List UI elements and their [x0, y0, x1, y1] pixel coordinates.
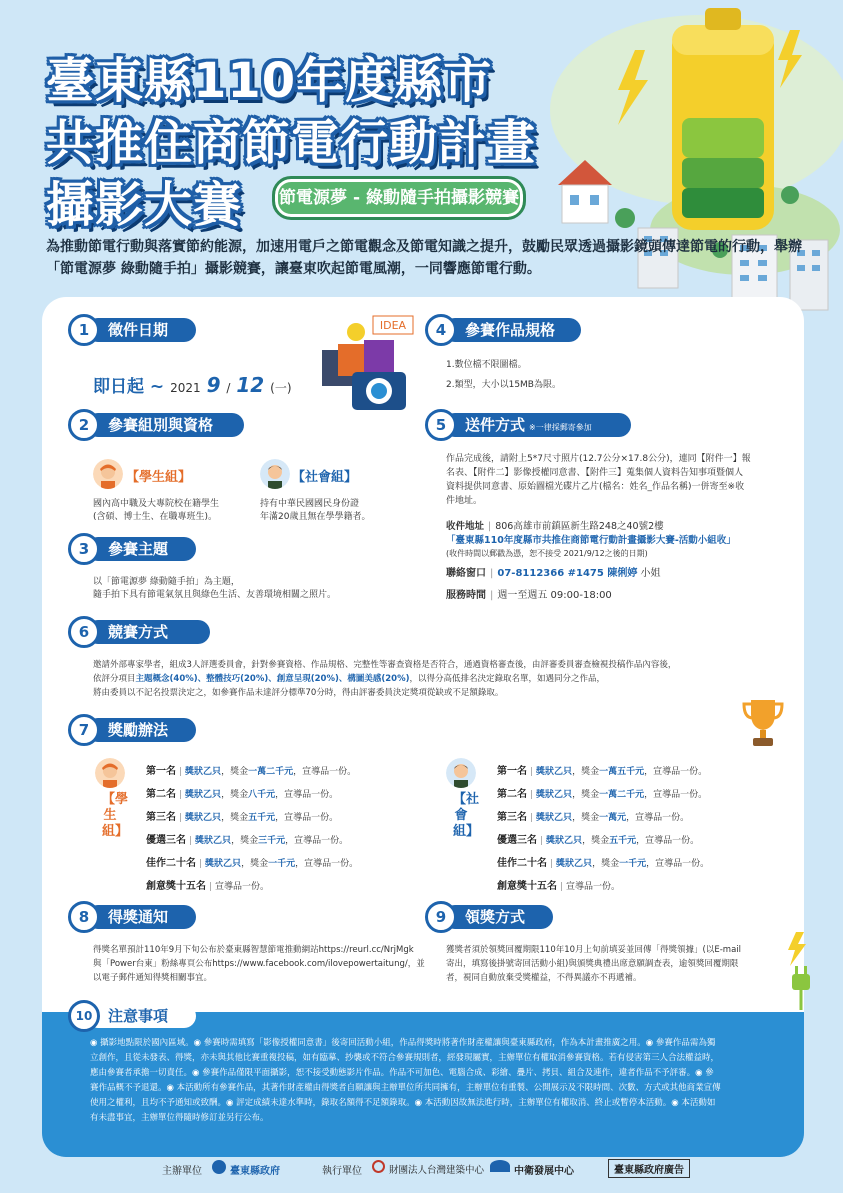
public-desc-1: 持有中華民國國民身份證	[260, 499, 360, 509]
exec-label: 執行單位	[322, 1166, 362, 1177]
prize-rank: 佳作二十名	[146, 858, 196, 869]
prize-money: 獎金一千元	[601, 859, 647, 869]
section-number: 3	[68, 533, 100, 565]
section-number: 7	[68, 714, 100, 746]
address-value: 806高雄市前鎮區新生路248之40號2樓	[495, 521, 664, 532]
prize-money: 獎金一萬五千元	[581, 767, 645, 777]
section-number: 6	[68, 616, 100, 648]
exec-org-2: 中衛發展中心	[514, 1166, 574, 1177]
prize-rank: 第二名	[146, 789, 176, 800]
prize-rank: 第三名	[146, 812, 176, 823]
prize-award: 獎狀乙只	[546, 836, 583, 846]
section-7-header	[68, 718, 196, 742]
section-number: 4	[425, 314, 457, 346]
section-title: 參賽作品規格	[443, 318, 581, 342]
claim-line-1: 獲獎者須於領獎回覆期限110年10月上旬前填妥並回傳「得獎領據」(以E-mail	[446, 945, 742, 955]
judging-pre: 依評分項目	[93, 674, 136, 684]
submission-date: 即日起 ~ 2021 9 / 12 (一)	[93, 373, 292, 397]
prize-tail: ，宣導品一份。	[295, 859, 359, 869]
student-desc-2: (含碩、博士生、在職專班生)。	[93, 512, 218, 522]
student-desc-1: 國內高中職及大專院校在籍學生	[93, 499, 220, 509]
judging-line-2	[93, 672, 605, 687]
section-number: 1	[68, 314, 100, 346]
submit-body-2: 名表、【附件二】影像授權同意書、【附件三】蒐集個人資料告知事項暨個人	[446, 468, 744, 478]
prize-tail: ，宣導品一份。	[644, 767, 708, 777]
idea-sign: IDEA	[379, 319, 407, 332]
prize-row: 第三名 | 獎狀乙只，獎金五千元，宣導品一份。	[146, 812, 339, 823]
section-number: 2	[68, 409, 100, 441]
prize-money: 獎金三千元	[240, 836, 286, 846]
section-9-header	[425, 905, 553, 929]
section-3-header	[68, 537, 196, 561]
csd-logo-icon	[490, 1160, 510, 1172]
prize-tail: ，宣導品一份。	[275, 813, 339, 823]
section-number: 8	[68, 901, 100, 933]
date-prefix: 即日起 ~	[93, 377, 165, 397]
tabc-logo-icon	[372, 1160, 385, 1173]
prize-award: 獎狀乙只	[195, 836, 232, 846]
prize-rank: 優選三名	[146, 835, 186, 846]
hours-value: 週一至週五 09:00-18:00	[497, 590, 612, 601]
prize-award: 獎狀乙只	[185, 813, 222, 823]
prize-tail: ，宣導品一份。	[646, 859, 710, 869]
prize-row: 創意獎十五名 | 宣導品一份。	[146, 881, 270, 892]
prize-tail: ，宣導品一份。	[636, 836, 700, 846]
submit-body-4: 件地址。	[446, 496, 483, 506]
section-10-header	[68, 1004, 196, 1028]
prize-row: 優選三名 | 獎狀乙只，獎金五千元，宣導品一份。	[497, 835, 700, 846]
judging-line-3: 將由委員以不記名投票決定之，如參賽作品未達評分標準70分時，得由評審委員決定獎項從缺或不足額錄取。	[93, 688, 504, 698]
prize-money: 獎金一萬二千元	[581, 790, 645, 800]
host-name: 臺東縣政府	[230, 1166, 280, 1177]
prize-tail: 宣導品一份。	[566, 882, 621, 892]
student-group-vertical-label: 【學生組】	[102, 792, 129, 839]
prize-award: 獎狀乙只	[556, 859, 593, 869]
claim-line-3: 者，視同自動放棄受獎權益，不得異議亦不再遞補。	[446, 973, 642, 983]
contact-label: 聯絡窗口	[446, 568, 486, 579]
notes-line: 應由參賽者承擔一切責任。◉ 參賽作品僅限平面攝影，恕不接受動態影片作品。作品不可加色、電腦合成、彩繪、疊片、拷貝、組合及連作，違者作品不予評審。◉ 參	[90, 1068, 714, 1078]
public-avatar-icon	[260, 459, 290, 489]
section-title: 競賽方式	[86, 620, 210, 644]
public-group-label: 【社會組】	[292, 470, 358, 485]
prize-tail: ，宣導品一份。	[626, 813, 690, 823]
prize-award: 獎狀乙只	[185, 790, 222, 800]
battery-icon	[672, 8, 774, 230]
section-6-header	[68, 620, 210, 644]
exec-org-1: 財團法人台灣建築中心	[389, 1165, 485, 1176]
section-2-header	[68, 413, 244, 437]
prize-rank: 創意獎十五名	[146, 881, 206, 892]
address-label: 收件地址	[446, 521, 485, 532]
hours-row: 服務時間 | 週一至週五 09:00-18:00	[446, 590, 612, 601]
notes-line: ◉ 攝影地點限於國內區域。◉ 參賽時需填寫「影像授權同意書」後寄回活動小組，作品得獎時將著作財產權讓與臺東縣政府，作為本計畫推廣之用。◉ 參賽作品需為獨	[90, 1038, 716, 1048]
notes-line: 立創作，且從未發表、得獎，亦未與其他比賽重複投稿，如有臨摹、抄襲或不符合參賽規則者，經發現屬實，主辦單位有權取消參賽資格。若有侵害第三人合法權益時，	[90, 1053, 720, 1063]
contact-value: 07-8112366 #1475 陳俐婷	[497, 568, 638, 579]
notice-line-1: 得獎名單預計110年9月下旬公布於臺東縣智慧節電推動網站https://reurl.cc/NrjMgk	[93, 945, 414, 955]
hours-label: 服務時間	[446, 590, 486, 601]
taitung-logo-icon	[212, 1160, 226, 1174]
prize-money: 獎金一萬二千元	[230, 767, 294, 777]
prize-rank: 第一名	[497, 766, 527, 777]
prize-money: 獎金一千元	[250, 859, 296, 869]
theme-line-1: 以「節電源夢 綠動隨手拍」為主題，	[93, 577, 240, 587]
section-number: 5	[425, 409, 457, 441]
submit-body-3: 資料提供同意書、原始圖檔光碟片乙片(檔名：姓名_作品名稱)一併寄至※收	[446, 482, 745, 492]
notice-line-3: 以電子郵件通知得獎相關事宜。	[93, 973, 213, 983]
title-line-3: 攝影大賽	[46, 177, 243, 233]
public-avatar-icon	[446, 758, 476, 788]
prize-rank: 創意獎十五名	[497, 881, 557, 892]
battery-city-illustration	[500, 0, 843, 330]
prize-award: 獎狀乙只	[185, 767, 222, 777]
student-avatar-icon	[93, 459, 123, 489]
section-1-header	[68, 318, 196, 342]
claim-line-2: 寄出，填寫後掛號寄回活動小組)與頒獎典禮出席意願調查表，逾領獎回覆期限	[446, 959, 739, 969]
prize-award: 獎狀乙只	[536, 790, 573, 800]
section-title: 領獎方式	[443, 905, 553, 929]
prize-money: 獎金五千元	[591, 836, 637, 846]
section-title: 注意事項	[86, 1004, 196, 1028]
date-year: 2021	[170, 381, 201, 395]
plug-icon	[780, 930, 820, 1010]
section-title: 獎勵辦法	[86, 718, 196, 742]
student-avatar-icon	[95, 758, 125, 788]
section-5-header	[425, 413, 631, 437]
address-title: 「臺東縣110年度縣市共推住商節電行動計畫攝影大賽-活動小組收」	[446, 535, 736, 546]
address-row: 收件地址 | 806高雄市前鎮區新生路248之40號2樓	[446, 521, 664, 532]
public-group-vertical-label: 【社會組】	[453, 792, 480, 839]
title-line-1: 臺東縣110年度縣市	[46, 53, 493, 109]
prize-tail: ，宣導品一份。	[275, 790, 339, 800]
prize-rank: 第二名	[497, 789, 527, 800]
judging-line-1: 邀請外部專家學者，組成3人評選委員會，針對參賽資格、作品規格、完整性等審查資格是否符合，通過資格審查後，由評審委員審查檢視投稿作品內容後，	[93, 660, 677, 670]
title-line-2: 共推住商節電行動計畫	[46, 115, 537, 171]
prize-rank: 第一名	[146, 766, 176, 777]
notes-line: 有未盡事宜，主辦單位得隨時修訂並另行公布。	[90, 1113, 269, 1123]
camera-idea-illustration	[318, 312, 418, 416]
prize-tail: ，宣導品一份。	[644, 790, 708, 800]
public-desc-2: 年滿20歲且無在學學籍者。	[260, 512, 371, 522]
prize-award: 獎狀乙只	[536, 813, 573, 823]
date-weekday: (一)	[270, 381, 292, 395]
prize-row: 優選三名 | 獎狀乙只，獎金三千元，宣導品一份。	[146, 835, 349, 846]
intro-text: 為推動節電行動與落實節約能源，加速用電戶之節電觀念及節電知識之提升，鼓勵民眾透過攝影鏡頭傳達節電的行動，舉辦「節電源夢 綠動隨手拍」攝影競賽，讓臺東吹起節電風潮，一同響應節電行動。	[46, 239, 802, 277]
prize-row: 創意獎十五名 | 宣導品一份。	[497, 881, 621, 892]
student-group-label: 【學生組】	[126, 470, 192, 485]
section-4-header	[425, 318, 581, 342]
section-title: 徵件日期	[86, 318, 196, 342]
section-number: 10	[68, 1000, 100, 1032]
host-label: 主辦單位	[162, 1166, 202, 1177]
prize-award: 獎狀乙只	[205, 859, 242, 869]
address-note: (收件時間以郵戳為憑，恕不接受 2021/9/12之後的日期)	[446, 549, 648, 558]
prize-row: 第二名 | 獎狀乙只，獎金八千元，宣導品一份。	[146, 789, 339, 800]
contact-suffix: 小姐	[640, 568, 661, 579]
section-title	[443, 413, 631, 437]
prize-tail: 宣導品一份。	[215, 882, 270, 892]
spec-item-2: 2.類型，大小以15MB為限。	[446, 380, 561, 390]
subtitle-badge: 節電源夢 - 綠動隨手拍攝影競賽	[272, 176, 526, 220]
section-number: 9	[425, 901, 457, 933]
prize-rank: 優選三名	[497, 835, 537, 846]
prize-rank: 第三名	[497, 812, 527, 823]
notes-line: 使用之權利，且均不予通知或致酬。◉ 評定成績未達水準時，錄取名額得不足額錄取。◉ 本活動因故無法進行時，主辦單位有權取消、終止或暫停本活動。◉ 本活動如	[90, 1098, 716, 1108]
prize-rank: 佳作二十名	[497, 858, 547, 869]
date-day: 12	[236, 373, 265, 397]
notes-text	[90, 1036, 780, 1126]
section-title: 得獎通知	[86, 905, 196, 929]
mail-note: ※一律採郵寄參加	[529, 423, 592, 432]
prize-money: 獎金一萬元	[581, 813, 627, 823]
prize-tail: ，宣導品一份。	[285, 836, 349, 846]
notice-line-2: 與「Power台東」粉絲專頁公布https://www.facebook.com/ilovepowertaitung/，並	[93, 959, 425, 969]
section-8-header	[68, 905, 196, 929]
section-title-text: 送件方式	[465, 416, 526, 434]
prize-row: 第二名 | 獎狀乙只，獎金一萬二千元，宣導品一份。	[497, 789, 708, 800]
prize-row: 第三名 | 獎狀乙只，獎金一萬元，宣導品一份。	[497, 812, 690, 823]
prize-award: 獎狀乙只	[536, 767, 573, 777]
section-title: 參賽組別與資格	[86, 413, 244, 437]
contact-row: 聯絡窗口 | 07-8112366 #1475 陳俐婷 小姐	[446, 568, 661, 579]
theme-line-2: 隨手拍下具有節電氣氛且與綠色生活、友善環境相關之照片。	[93, 590, 337, 600]
gov-ad-label: 臺東縣政府廣告	[608, 1159, 690, 1178]
prize-row: 佳作二十名 | 獎狀乙只，獎金一千元，宣導品一份。	[497, 858, 710, 869]
spec-item-1: 1.數位檔不限圖檔。	[446, 360, 527, 370]
judging-post: ，以得分高低排名決定錄取名單，如遇同分之作品，	[409, 674, 605, 684]
section-title: 參賽主題	[86, 537, 196, 561]
prize-row: 第一名 | 獎狀乙只，獎金一萬五千元，宣導品一份。	[497, 766, 708, 777]
prize-row: 第一名 | 獎狀乙只，獎金一萬二千元，宣導品一份。	[146, 766, 357, 777]
submit-body-1: 作品完成後，請附上5*7尺寸照片(12.7公分×17.8公分)，連同【附件一】報	[446, 454, 751, 464]
prize-money: 獎金八千元	[230, 790, 276, 800]
prize-row: 佳作二十名 | 獎狀乙只，獎金一千元，宣導品一份。	[146, 858, 359, 869]
prize-tail: ，宣導品一份。	[293, 767, 357, 777]
judging-criteria: 主題概念(40%)、整體技巧(20%)、創意呈現(20%)、構圖美感(20%)	[135, 674, 410, 684]
date-month: 9	[206, 373, 221, 397]
notes-line: 賽作品概不予退還。◉ 本活動所有參賽作品，其著作財產權由得獎者自願讓與主辦單位所共同擁有，主辦單位有重製、公開展示及不限時間、次數、方式或其他商業宣傳	[90, 1083, 721, 1093]
lightbulb-icon	[347, 323, 365, 341]
prize-money: 獎金五千元	[230, 813, 276, 823]
trophy-icon	[741, 694, 785, 748]
